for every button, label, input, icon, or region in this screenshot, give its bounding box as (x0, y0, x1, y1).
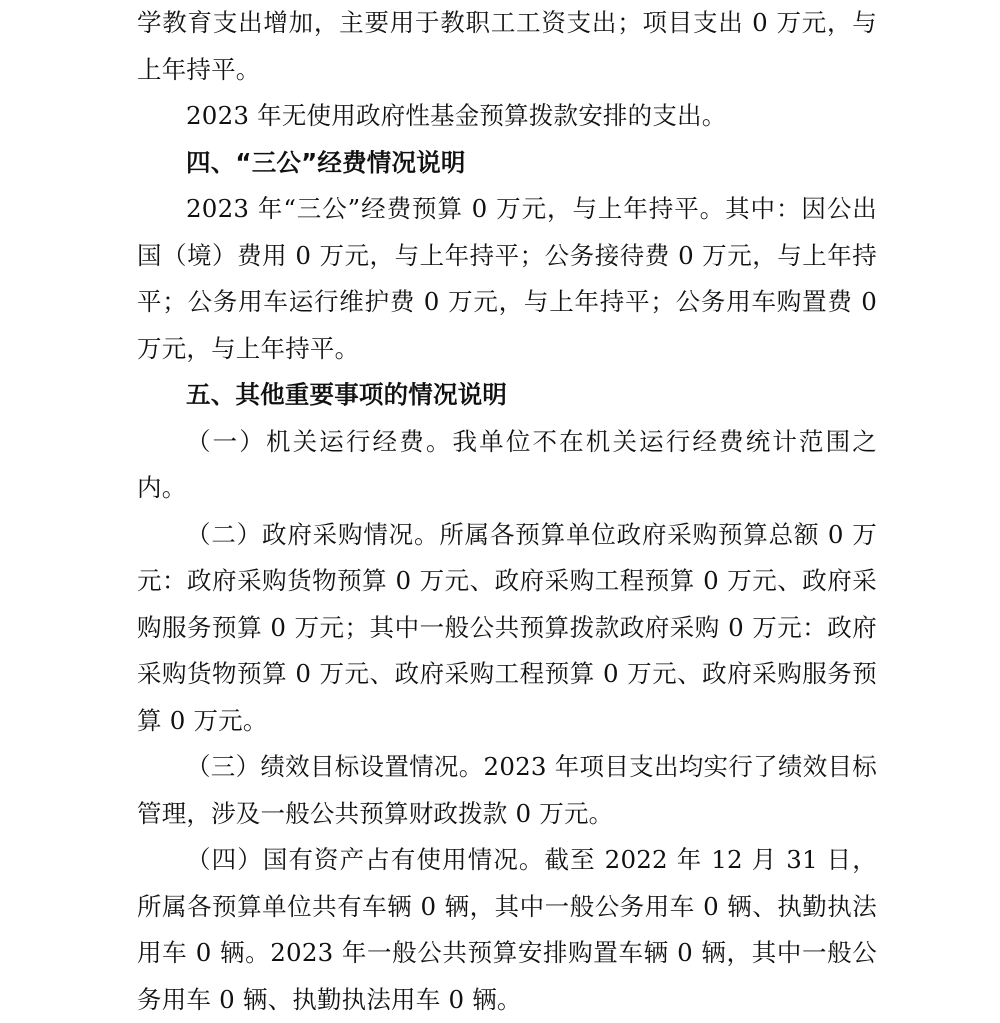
subsection-three-lead: （三）绩效目标设置情况。 (186, 752, 484, 781)
paragraph-continued: 学教育支出增加，主要用于教职工工资支出；项目支出 0 万元，与上年持平。 (137, 8, 877, 84)
subsection-two-lead: （二）政府采购情况。 (186, 519, 440, 549)
subsection-four-body: 截至 2022 年 12 月 31 日，所属各预算单位共有车辆 0 辆，其中一般公务用车 0 辆、执勤执法用车 0 辆。2023 年一般公共预算安排购置车辆 0 辆，其中一般公务用车 0 辆、执勤执法用车 0 辆。 (137, 845, 877, 1014)
paragraph-three-public-expenses: 2023 年“三公”经费预算 0 万元，与上年持平。其中：因公出国（境）费用 0 万元，与上年持平；公务接待费 0 万元，与上年持平；公务用车运行维护费 0 万元，与上年持平；公务用车购置费 0 万元，与上年持平。 (137, 194, 877, 363)
paragraph-subsection-three (137, 744, 877, 837)
paragraph-subsection-two (137, 512, 877, 745)
subsection-three-body: 2023 年项目支出均实行了绩效目标管理，涉及一般公共预算财政拨款 0 万元。 (137, 752, 877, 828)
subsection-one-lead: （一）机关运行经费。 (186, 426, 453, 456)
subsection-four-lead: （四）国有资产占有使用情况。 (186, 845, 545, 874)
document-page (137, 0, 877, 1023)
paragraph-subsection-four (137, 837, 877, 1023)
subsection-two-body: 所属各预算单位政府采购预算总额 0 万元：政府采购货物预算 0 万元、政府采购工程预算 0 万元、政府采购服务预算 0 万元；其中一般公共预算拨款政府采购 0 万元：政府采购货物预算 0 万元、政府采购工程预算 0 万元、政府采购服务预算 0 万元。 (137, 519, 877, 735)
paragraph-fund-budget: 2023 年无使用政府性基金预算拨款安排的支出。 (186, 101, 727, 130)
subsection-one-body: 我单位不在机关运行经费统计范围之内。 (137, 426, 878, 502)
heading-section-five: 五、其他重要事项的情况说明 (186, 380, 508, 409)
paragraph-subsection-one (137, 419, 877, 512)
heading-section-four: 四、“三公”经费情况说明 (186, 147, 466, 177)
